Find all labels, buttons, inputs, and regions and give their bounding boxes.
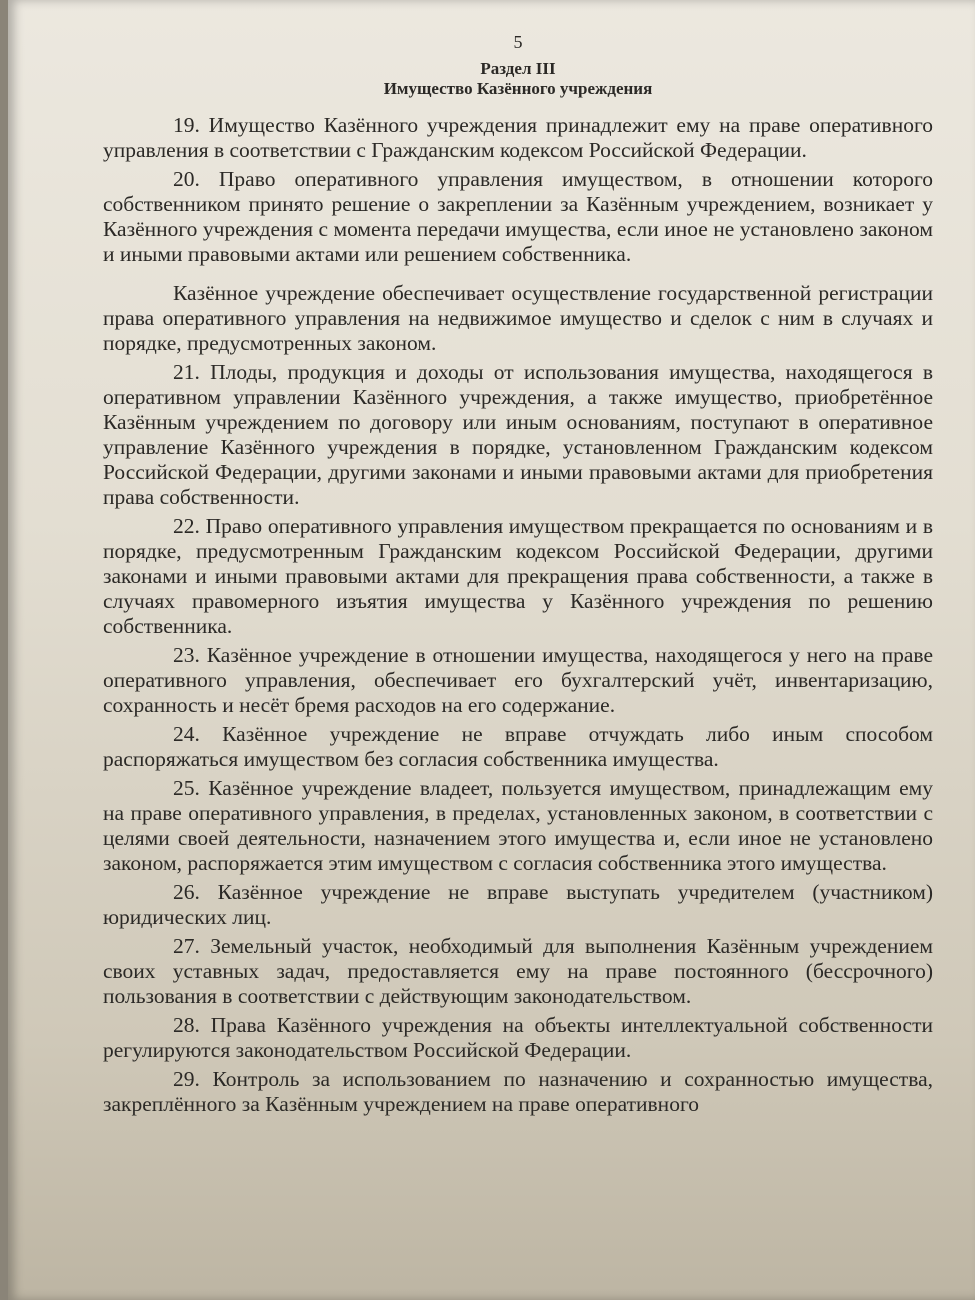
paragraph-21: 21. Плоды, продукция и доходы от использования имущества, находящегося в оперативном управлении Казённого учреждения, а также имущество, приобретённое Казённым учреждением по договору или иным основаниям, поступают в оперативное управление Казённого учреждения в порядке, установленном Гражданским кодексом Российской Федерации, другими законами и иными правовыми актами для приобретения права собственности. [103, 360, 933, 509]
paragraph-19: 19. Имущество Казённого учреждения принадлежит ему на праве оперативного управления в соответствии с Гражданским кодексом Российской Федерации. [103, 113, 933, 162]
paragraph-22: 22. Право оперативного управления имуществом прекращается по основаниям и в порядке, предусмотренным Гражданским кодексом Российской Федерации, другими законами и иными правовыми актами для прекращения права собственности, а также в случаях правомерного изъятия имущества у Казённого учреждения по решению собственника. [103, 514, 933, 638]
paragraph-20-registration: Казённое учреждение обеспечивает осуществление государственной регистрации права оперативного управления на недвижимое имущество и сделок с ним в случаях и порядке, предусмотренных законом. [103, 281, 933, 355]
section-title: Имущество Казённого учреждения [383, 79, 653, 98]
paragraph-23: 23. Казённое учреждение в отношении имущества, находящегося у него на праве оперативного управления, обеспечивает его бухгалтерский учёт, инвентаризацию, сохранность и несёт бремя расходов на его содержание. [103, 643, 933, 717]
paragraph-27: 27. Земельный участок, необходимый для выполнения Казённым учреждением своих уставных задач, предоставляется ему на праве постоянного (бессрочного) пользования в соответствии с действующим законодательством. [103, 934, 933, 1008]
paragraph-29: 29. Контроль за использованием по назначению и сохранностью имущества, закреплённого за Казённым учреждением на праве оперативного [103, 1067, 933, 1116]
paragraph-24: 24. Казённое учреждение не вправе отчуждать либо иным способом распоряжаться имуществом без согласия собственника имущества. [103, 722, 933, 771]
page-body [103, 30, 933, 1121]
section-heading: Раздел III [480, 59, 556, 78]
paragraph-28: 28. Права Казённого учреждения на объекты интеллектуальной собственности регулируются законодательством Российской Федерации. [103, 1013, 933, 1062]
paragraph-26: 26. Казённое учреждение не вправе выступать учредителем (участником) юридических лиц. [103, 880, 933, 929]
paragraph-25: 25. Казённое учреждение владеет, пользуется имуществом, принадлежащим ему на праве оперативного управления, в пределах, установленных законом, в соответствии с целями своей деятельности, назначением этого имущества и, если иное не установлено законом, распоряжается этим имуществом с согласия собственника этого имущества. [103, 776, 933, 875]
document-page [8, 0, 975, 1300]
page-number: 5 [513, 32, 523, 52]
paragraph-20: 20. Право оперативного управления имуществом, в отношении которого собственником принято решение о закреплении за Казённым учреждением, возникает у Казённого учреждения с момента передачи имущества, если иное не установлено законом и иными правовыми актами или решением собственника. [103, 167, 933, 266]
